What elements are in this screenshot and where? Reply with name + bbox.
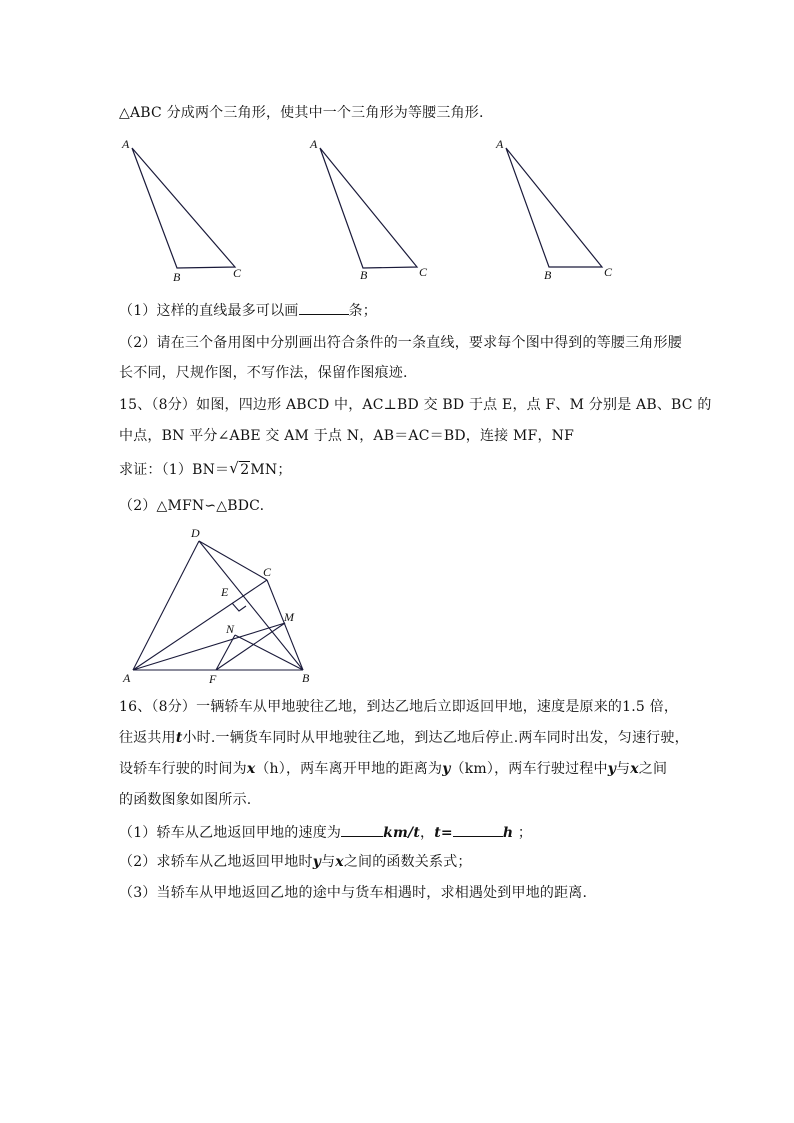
label-c-1: C bbox=[233, 266, 242, 280]
label-a-1: A bbox=[122, 137, 130, 151]
q15-line1: 15、（8分）如图，四边形 ABCD 中，AC⊥BD 交 BD 于点 E，点 F、M 分别是 AB、BC 的 bbox=[119, 397, 712, 413]
q16-l3a: 设轿车行驶的时间为 bbox=[119, 761, 247, 777]
q15-prove-suffix: MN； bbox=[250, 462, 292, 478]
q14-sub1-prefix: （1）这样的直线最多可以画 bbox=[119, 303, 299, 319]
label-c-2: C bbox=[419, 265, 428, 279]
q16-l2b: 小时.一辆货车同时从甲地驶往乙地，到达乙地后停止.两车同时出发，匀速行驶， bbox=[182, 730, 689, 746]
q16-s1b: ， bbox=[420, 825, 435, 841]
label-a-3: A bbox=[496, 137, 504, 151]
label-b-3: B bbox=[544, 268, 552, 282]
label-f: F bbox=[209, 672, 217, 686]
answer-blank-speed bbox=[341, 822, 383, 837]
q15-prove-prefix: 求证：（1）BN＝ bbox=[119, 462, 230, 478]
label-d: D bbox=[191, 526, 200, 540]
label-c-3: C bbox=[604, 265, 613, 279]
sqrt-argument: 2 bbox=[240, 462, 250, 478]
var-y-3: y bbox=[312, 854, 322, 870]
var-y-2: y bbox=[607, 761, 617, 777]
q16-line1: 16、（8分）一辆轿车从甲地驶往乙地，到达乙地后立即返回甲地，速度是原来的1.5 倍， bbox=[119, 699, 679, 715]
q15-sub2: （2）△MFN∽△BDC. bbox=[119, 498, 265, 514]
q14-sub1 bbox=[119, 300, 377, 320]
q16-s1c: ； bbox=[517, 825, 533, 841]
label-n: N bbox=[226, 622, 235, 636]
triangle-figure-3 bbox=[490, 135, 630, 285]
var-x: x bbox=[246, 761, 256, 777]
q16-l3km: （km） bbox=[450, 761, 495, 777]
triangle-figure-2 bbox=[304, 135, 444, 285]
q16-l2a: 往返共用 bbox=[119, 730, 176, 746]
label-a: A bbox=[123, 671, 131, 685]
triangle-2-shape bbox=[320, 148, 417, 268]
q16-l3c: ，两车行驶过程中 bbox=[494, 761, 608, 777]
answer-blank-t bbox=[453, 822, 503, 837]
q14-intro: △ABC 分成两个三角形，使其中一个三角形为等腰三角形. bbox=[119, 105, 484, 121]
var-x-2: x bbox=[630, 761, 639, 777]
q16-s2a: （2）求轿车从乙地返回甲地时 bbox=[119, 854, 313, 870]
label-b: B bbox=[302, 671, 310, 685]
q16-s2c: 之间的函数关系式； bbox=[343, 854, 472, 870]
label-e: E bbox=[221, 585, 229, 599]
q16-line3 bbox=[119, 760, 667, 778]
label-m: M bbox=[284, 610, 294, 624]
q15-line2: 中点，BN 平分∠ABE 交 AM 于点 N，AB＝AC＝BD，连接 MF，NF bbox=[119, 428, 575, 444]
q15-prove bbox=[119, 461, 292, 479]
triangle-figure-1 bbox=[118, 135, 258, 285]
q16-line2 bbox=[119, 729, 689, 747]
q14-sub2-line1: （2）请在三个备用图中分别画出符合条件的一条直线，要求每个图中得到的等腰三角形腰 bbox=[119, 335, 682, 351]
var-t: t bbox=[175, 730, 183, 746]
unit-km-t: km/t bbox=[383, 825, 421, 841]
q14-sub1-suffix: 条； bbox=[348, 303, 377, 319]
q16-l3b: ，两车离开甲地的距离为 bbox=[285, 761, 443, 777]
unit-h: h bbox=[502, 825, 514, 841]
q16-l3e: 之间 bbox=[638, 761, 668, 777]
label-c: C bbox=[263, 565, 272, 579]
triangle-1-shape bbox=[132, 148, 235, 268]
label-a-2: A bbox=[310, 137, 318, 151]
var-x-3: x bbox=[335, 854, 344, 870]
answer-blank bbox=[299, 300, 349, 315]
var-y: y bbox=[442, 761, 451, 777]
q16-s2b: 与 bbox=[321, 854, 336, 870]
q16-line4: 的函数图象如图所示. bbox=[119, 792, 252, 808]
q16-sub2 bbox=[119, 853, 472, 871]
q16-s1a: （1）轿车从乙地返回甲地的速度为 bbox=[119, 825, 342, 841]
label-b-2: B bbox=[360, 268, 368, 282]
var-t-eq: t= bbox=[434, 825, 453, 841]
q14-sub2-line2: 长不同，尺规作图，不写作法，保留作图痕迹. bbox=[119, 365, 408, 381]
triangle-3-shape bbox=[506, 148, 602, 267]
q16-l3h: （h） bbox=[255, 761, 286, 777]
q16-sub3: （3）当轿车从甲地返回乙地的途中与货车相遇时，求相遇处到甲地的距离. bbox=[119, 885, 588, 901]
quadrilateral-figure bbox=[118, 520, 318, 690]
q16-sub1 bbox=[119, 822, 532, 842]
sqrt-symbol: √ 2 bbox=[229, 459, 250, 478]
label-b-1: B bbox=[173, 270, 181, 284]
q16-l3d: 与 bbox=[616, 761, 631, 777]
